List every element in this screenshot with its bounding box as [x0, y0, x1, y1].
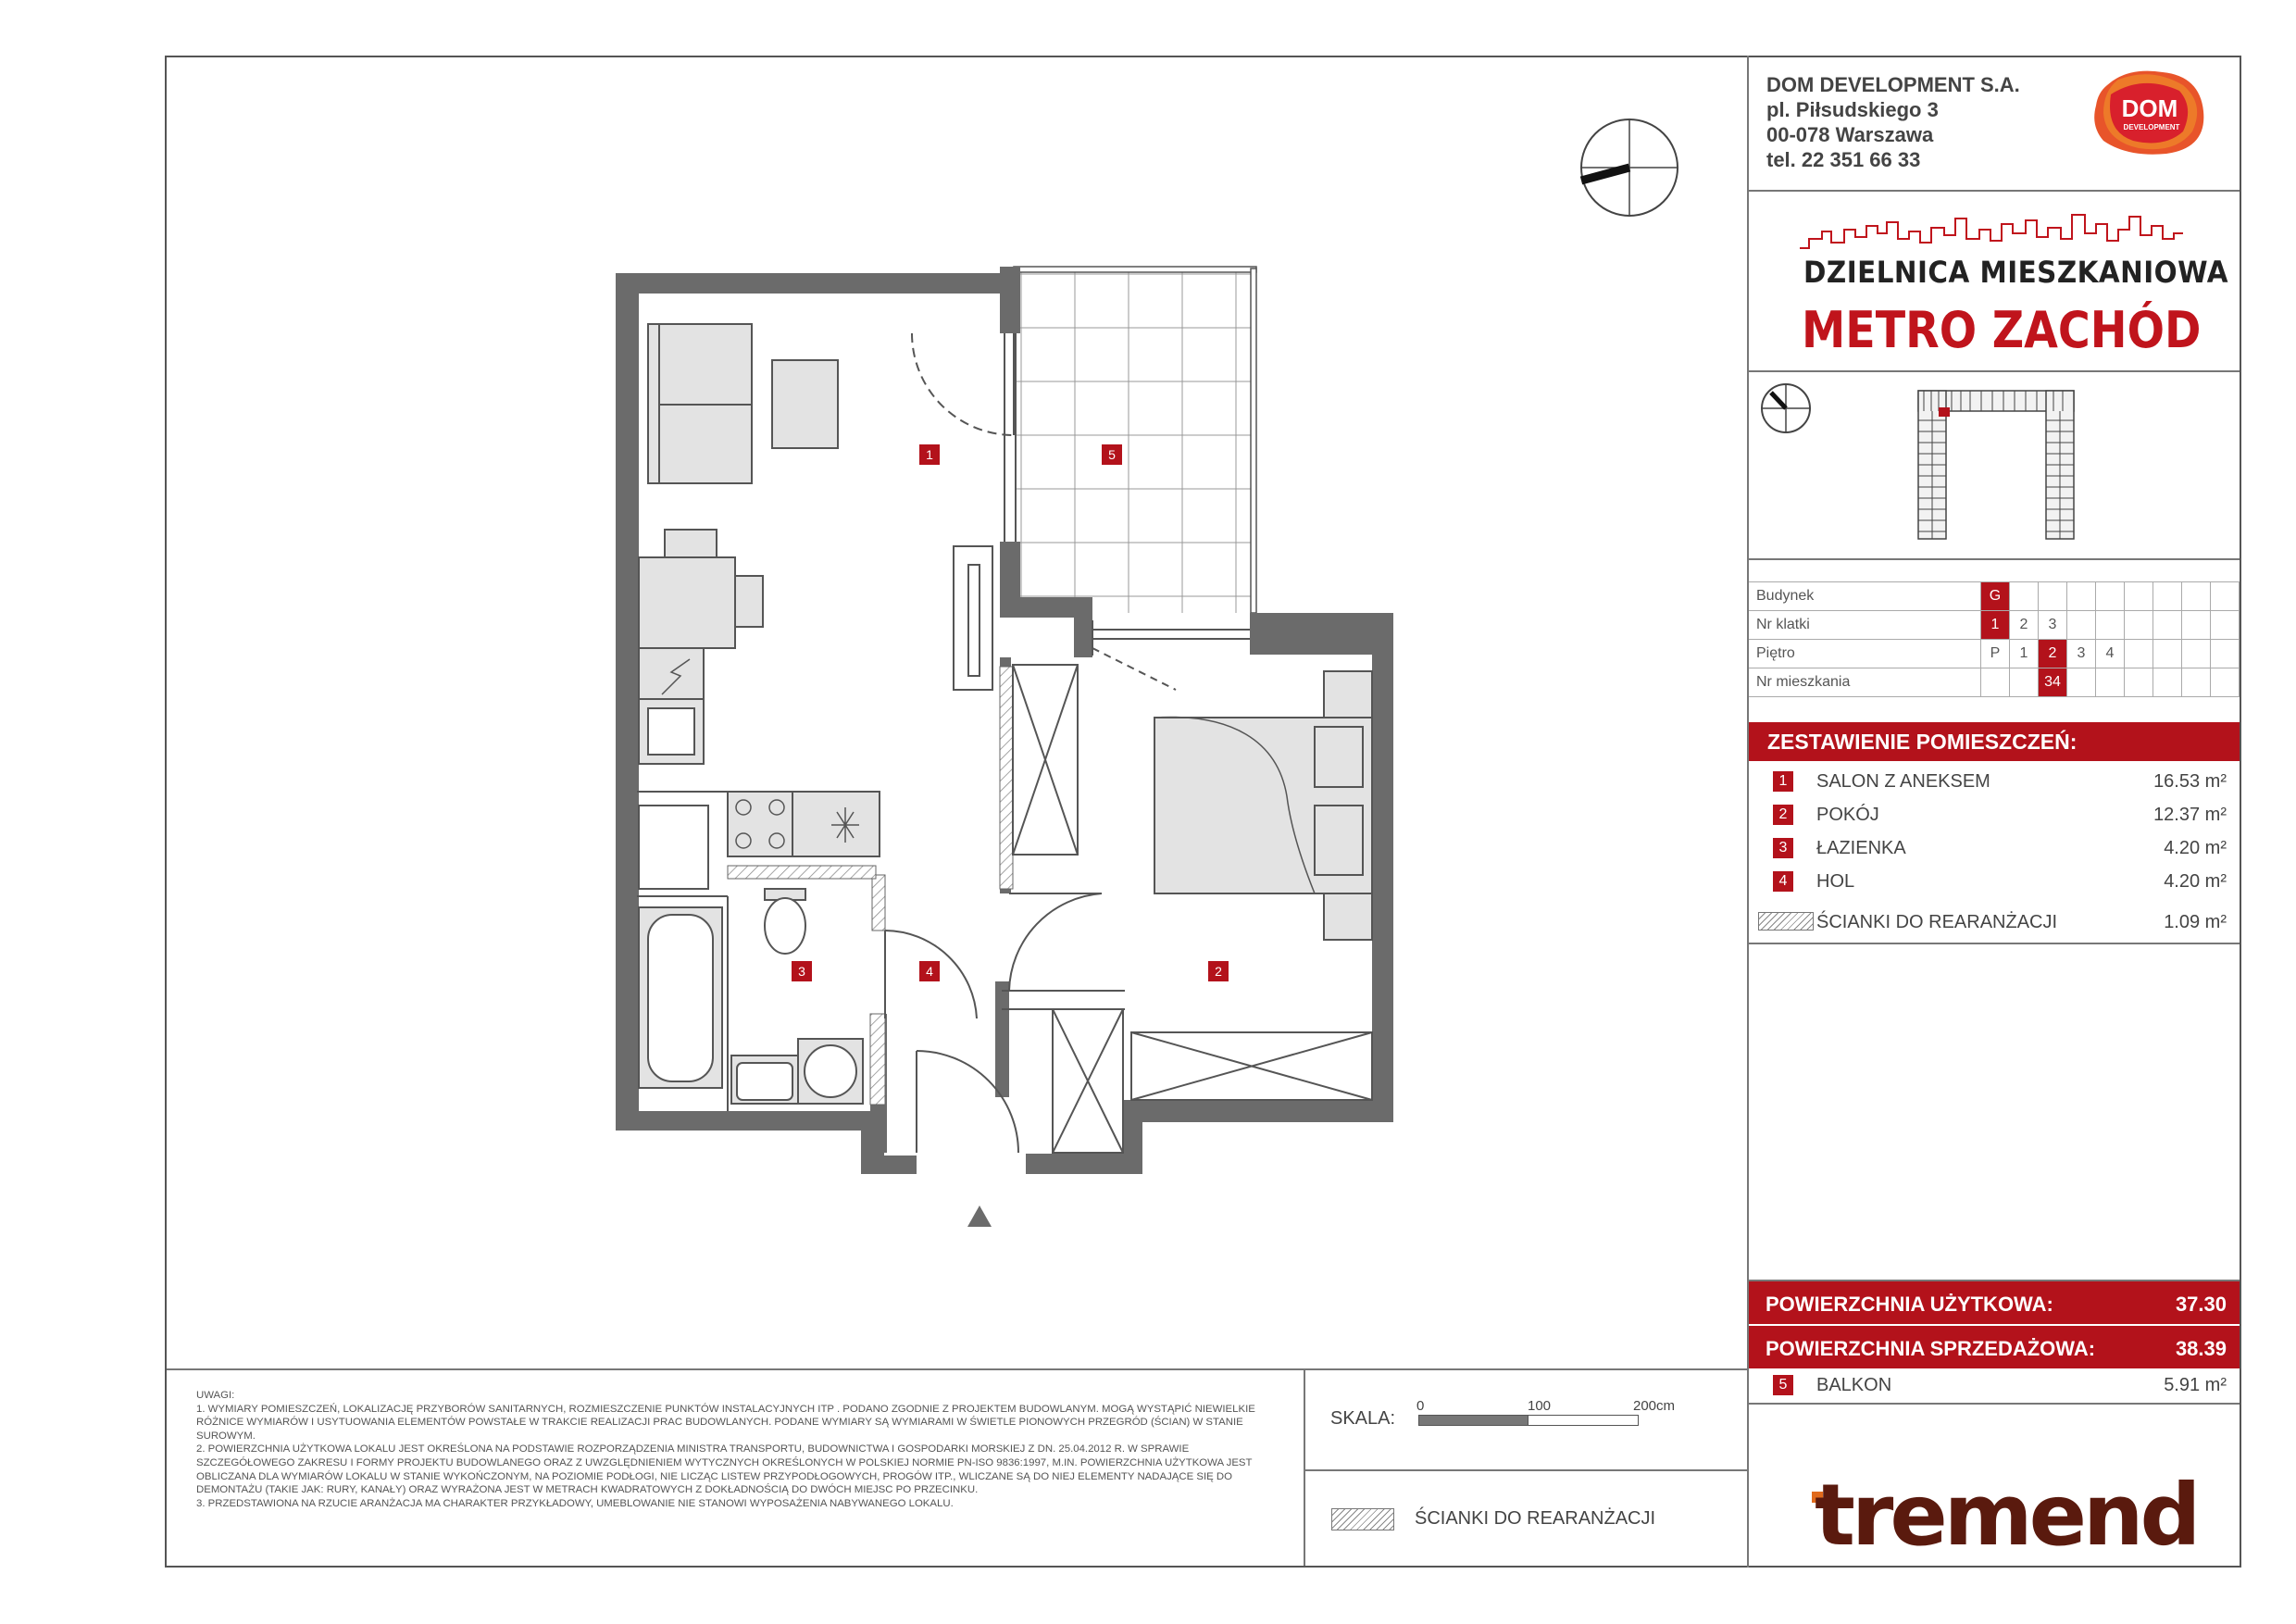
project-title-line2: METRO ZACHÓD — [1802, 301, 2202, 359]
info-row — [1749, 582, 2240, 611]
hatch-swatch — [1758, 912, 1814, 931]
sale-area-label: POWIERZCHNIA SPRZEDAŻOWA: — [1766, 1337, 2096, 1360]
info-cell: 3 — [2039, 611, 2067, 640]
note-item: 2. POWIERZCHNIA UŻYTKOWA LOKALU JEST OKREŚLONA NA PODSTAWIE ROZPORZĄDZENIA MINISTRA TRANSPORTU, BUDOWNICTWA I GOSPODARKI MORSKIEJ Z DN. 25.04.2012 R. W SPRAWIE SZCZEGÓŁOWEGO ZAKRESU I FORMY PROJEKTU BUDOWLANEGO ORAZ Z UWZGLĘDNIENIEM WYTYCZNYCH OKREŚLONYCH W POLSKIEJ NORMIE PN-ISO 9836:1997, M.IN. POWIERZCHNIA UŻYTKOWA JEST OBLICZANA DLA WYMIARÓW LOKALU W STANIE WYKOŃCZONYM, NA POZIOMIE PODŁOGI, NIE LICZĄC LISTEW PRZYPODŁOGOWYCH, PROGÓW ITP., WLICZANE SĄ DO NIEJ ELEMENTY NADAJĄCE SIĘ DO DEMONTAŻU (TAKIE JAK: RURY, KANAŁY) ORAZ WYRAŻONA JEST W METRACH KWADRATOWYCH Z DOKŁADNOŚCIĄ DO DWÓCH MIEJSC PO PRZECINKU. — [196, 1443, 1253, 1496]
partitions-row — [1749, 906, 2240, 939]
info-cell — [2182, 582, 2211, 611]
info-cell — [1981, 668, 2010, 697]
room-name: ŁAZIENKA — [1816, 838, 1906, 858]
divider — [1749, 943, 2240, 944]
company-city: 00-078 Warszawa — [1766, 123, 1934, 146]
info-cell: 3 — [2067, 640, 2096, 668]
notes-block — [196, 1389, 1284, 1510]
room-area: 4.20 m² — [2164, 838, 2227, 858]
room-area: 4.20 m² — [2164, 871, 2227, 892]
usable-area-bar — [1749, 1281, 2240, 1324]
room-name: POKÓJ — [1816, 805, 1879, 825]
room-row — [1749, 831, 2240, 865]
info-cell — [2153, 611, 2182, 640]
room-row — [1749, 798, 2240, 831]
info-cell — [2039, 582, 2067, 611]
info-cell — [2153, 582, 2182, 611]
note-item: 3. PRZEDSTAWIONA NA RZUCIE ARANŻACJA MA CHARAKTER PRZYKŁADOWY, UMEBLOWANIE NIE STANOWI WYPOSAŻENIA NABYWANEGO LOKALU. — [196, 1497, 954, 1509]
info-cell — [2125, 582, 2153, 611]
partitions-area: 1.09 m² — [2164, 912, 2227, 932]
balcony-floor — [1016, 270, 1254, 613]
legend-partitions-label: ŚCIANKI DO REARANŻACJI — [1415, 1508, 1656, 1529]
scale-tick: 200cm — [1633, 1398, 1676, 1414]
info-cell: 34 — [2039, 668, 2067, 697]
room-name: SALON Z ANEKSEM — [1816, 771, 1990, 792]
info-cell: 1 — [2010, 640, 2039, 668]
divider — [1749, 370, 2240, 372]
building-key-plan — [1915, 383, 2078, 546]
scale-tick: 100 — [1528, 1398, 1552, 1414]
info-cell — [2211, 611, 2240, 640]
room-label-4: 4 — [926, 964, 933, 979]
info-cell: 2 — [2010, 611, 2039, 640]
sale-area-value: 38.39 — [2175, 1337, 2227, 1360]
info-cell: P — [1981, 640, 2010, 668]
info-row — [1749, 611, 2240, 640]
balcony-name: BALKON — [1816, 1375, 1892, 1395]
logo-subtext: DEVELOPMENT — [2123, 123, 2180, 131]
room-number-badge: 5 — [1773, 1375, 1793, 1395]
company-street: pl. Piłsudskiego 3 — [1766, 98, 1939, 121]
info-cell — [2153, 640, 2182, 668]
partitions-name: ŚCIANKI DO REARANŻACJI — [1816, 912, 2058, 932]
entrance-arrow — [967, 1206, 992, 1227]
info-cell: 4 — [2096, 640, 2125, 668]
divider — [1749, 558, 2240, 560]
footer-divider — [1304, 1370, 1305, 1566]
info-cell — [2182, 640, 2211, 668]
info-cell: 1 — [1981, 611, 2010, 640]
balcony-area: 5.91 m² — [2164, 1375, 2227, 1395]
usable-area-value: 37.30 — [2175, 1293, 2227, 1316]
info-cell — [2182, 611, 2211, 640]
company-name: DOM DEVELOPMENT S.A. — [1766, 73, 2020, 96]
dom-development-logo — [2090, 67, 2209, 157]
info-cell — [2211, 640, 2240, 668]
info-cell: 2 — [2039, 640, 2067, 668]
info-cell — [2096, 582, 2125, 611]
logo-text: DOM — [2121, 94, 2178, 122]
legend-hatch-swatch — [1331, 1508, 1394, 1530]
info-cell — [2125, 640, 2153, 668]
balcony-railing — [1014, 267, 1256, 272]
company-address — [1766, 72, 2020, 172]
room-label-2: 2 — [1215, 964, 1222, 979]
divider — [1749, 1403, 2240, 1405]
scale-label: SKALA: — [1330, 1408, 1396, 1429]
info-row — [1749, 668, 2240, 697]
room-number-badge: 3 — [1773, 838, 1793, 858]
room-area: 16.53 m² — [2153, 771, 2227, 792]
info-cell — [2125, 668, 2153, 697]
company-phone: tel. 22 351 66 33 — [1766, 148, 1921, 171]
compass-small-icon — [1759, 381, 1813, 435]
footer-divider — [1305, 1469, 1747, 1471]
room-label-5: 5 — [1108, 447, 1116, 462]
info-cell — [2182, 668, 2211, 697]
info-cell — [2010, 582, 2039, 611]
info-cell — [2067, 582, 2096, 611]
room-number-badge: 2 — [1773, 805, 1793, 825]
info-row — [1749, 640, 2240, 668]
info-cell — [2067, 668, 2096, 697]
info-label: Budynek — [1749, 582, 1981, 611]
apartment-info-table — [1749, 581, 2240, 697]
room-row — [1749, 765, 2240, 798]
scale-bar-empty — [1528, 1415, 1639, 1426]
room-area: 12.37 m² — [2153, 805, 2227, 825]
scale-tick: 0 — [1416, 1398, 1425, 1414]
note-item: 1. WYMIARY POMIESZCZEŃ, LOKALIZACJĘ PRZYBORÓW SANITARNYCH, ROZMIESZCZENIE PUNKTÓW INSTALACYJNYCH ITP . PODANO ZGODNIE Z PROJEKTEM BUDOWLANYM. MOGĄ WYSTĄPIĆ NIEWIELKIE RÓŻNICE WYMIARÓW I USYTUOWANIA ELEMENTÓW POWSTAŁE W TRAKCIE REALIZACJI PRAC BUDOWLANYCH. PODANE WYMIARY SĄ WYMIARAMI W ŚWIETLE PIONOWYCH PRZEGRÓD (ŚCIAN) W STANIE SUROWYM. — [196, 1403, 1255, 1442]
footer-divider — [167, 1368, 1747, 1370]
balcony-row — [1749, 1368, 2240, 1402]
scale-bar-filled — [1418, 1415, 1529, 1426]
room-number-badge: 1 — [1773, 771, 1793, 792]
notes-title: UWAGI: — [196, 1390, 235, 1401]
room-label-3: 3 — [798, 964, 805, 979]
info-cell — [2067, 611, 2096, 640]
info-label: Piętro — [1749, 640, 1981, 668]
room-row — [1749, 865, 2240, 898]
info-cell — [2010, 668, 2039, 697]
room-number-badge: 4 — [1773, 871, 1793, 892]
info-label: Nr mieszkania — [1749, 668, 1981, 697]
sale-area-bar — [1749, 1326, 2240, 1368]
info-cell: G — [1981, 582, 2010, 611]
info-cell — [2096, 668, 2125, 697]
project-title-line1: DZIELNICA MIESZKANIOWA — [1803, 255, 2229, 290]
info-cell — [2153, 668, 2182, 697]
info-cell — [2211, 582, 2240, 611]
info-cell — [2096, 611, 2125, 640]
divider — [1749, 190, 2240, 192]
rooms-heading: ZESTAWIENIE POMIESZCZEŃ: — [1749, 722, 2240, 761]
room-label-1: 1 — [926, 447, 933, 462]
info-cell — [2211, 668, 2240, 697]
room-name: HOL — [1816, 871, 1855, 892]
info-label: Nr klatki — [1749, 611, 1981, 640]
skyline-icon — [1800, 206, 2183, 252]
tremend-logo: tremend — [1815, 1466, 2198, 1565]
usable-area-label: POWIERZCHNIA UŻYTKOWA: — [1766, 1293, 2053, 1316]
info-cell — [2125, 611, 2153, 640]
compass-icon — [1581, 119, 1678, 216]
